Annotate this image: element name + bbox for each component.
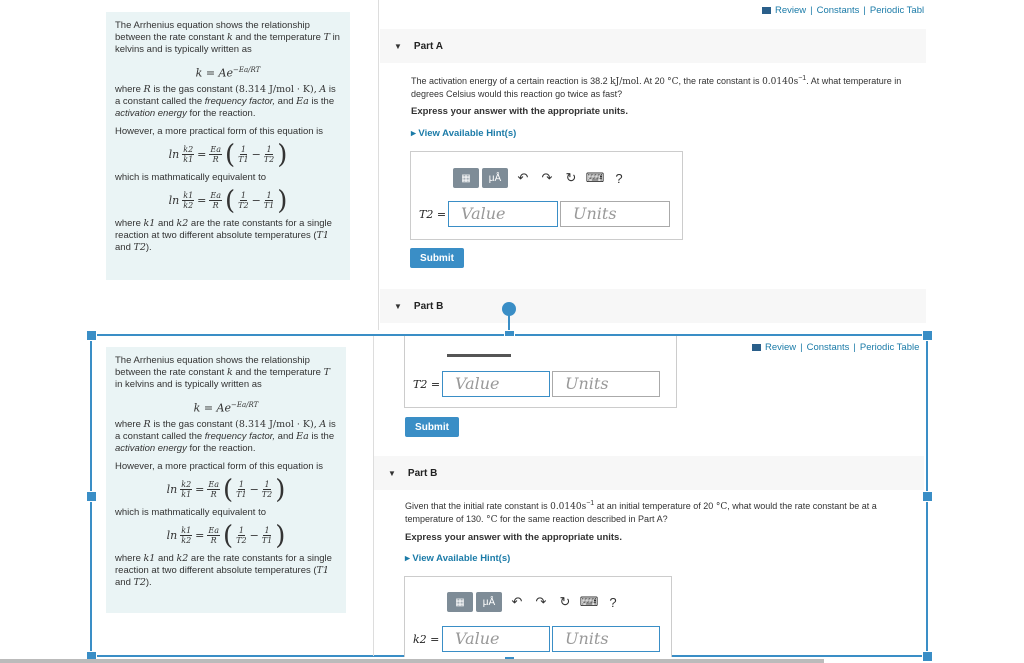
part-a-value-input-copy[interactable]: Value	[442, 371, 550, 397]
arrhenius-equation: $k = Ae^{-Ea/RT}$	[195, 66, 261, 80]
part-b-header[interactable]: ▼ Part B	[374, 456, 924, 490]
collapse-triangle-icon: ▼	[394, 41, 402, 51]
part-b-hint-link[interactable]: ▸ View Available Hint(s)	[405, 553, 511, 564]
book-icon	[762, 7, 771, 14]
review-link[interactable]: Review	[775, 5, 807, 16]
constants-link[interactable]: Constants	[806, 342, 850, 353]
part-b-toolbar	[447, 592, 625, 612]
ln-equation-2: ln $\frac{k1}{k2}$ = $\frac{Ea}{R}$ ( $\frac{1}{T2}$ − $\frac{1}{T1}$ )	[166, 520, 286, 551]
column-divider-top	[378, 0, 379, 330]
help-icon[interactable]: ?	[609, 594, 617, 610]
part-b-var-label: k2 =	[413, 633, 440, 646]
part-a-value-input[interactable]: Value	[448, 201, 558, 227]
arrhenius-equation: $k = Ae^{-Ea/RT}$	[193, 401, 259, 415]
part-a-toolbar	[453, 168, 631, 188]
review-links-top: Review | Constants | Periodic Tabl	[762, 5, 924, 16]
undo-icon[interactable]: ↶	[517, 170, 529, 185]
part-a-submit-button[interactable]: Submit	[410, 248, 464, 268]
template-button[interactable]: ▦	[453, 168, 479, 188]
resize-handle-ml[interactable]	[86, 491, 97, 502]
part-a-units-input-copy[interactable]: Units	[552, 371, 660, 397]
part-b-question: Given that the initial rate constant is $0.0140s^{-1}$ at an initial temperature of 20 °C, what would the rate constant be at a temperature of 130. °C for the same reaction described in Part A?	[405, 500, 877, 525]
units-button[interactable]: μÅ	[476, 592, 502, 612]
periodic-table-link[interactable]: Periodic Tabl	[869, 5, 925, 16]
part-a-header[interactable]: ▼ Part A	[380, 29, 926, 63]
reset-icon[interactable]: ↻	[565, 170, 577, 185]
keyboard-icon[interactable]: ⌨	[585, 170, 605, 185]
redo-icon[interactable]: ↷	[535, 594, 547, 609]
part-b-express: Express your answer with the appropriate units.	[405, 532, 622, 543]
resize-handle-br[interactable]	[922, 651, 933, 662]
part-a-units-input[interactable]: Units	[560, 201, 670, 227]
part-a-submit-button-copy[interactable]: Submit	[405, 417, 459, 437]
part-a-express: Express your answer with the appropriate units.	[411, 106, 628, 117]
ln-equation-1: ln $\frac{k2}{k1}$ = $\frac{Ea}{R}$ ( $\frac{1}{T1}$ − $\frac{1}{T2}$ )	[166, 474, 286, 505]
part-a-var-label: T2 =	[419, 208, 447, 221]
intro-panel-top: The Arrhenius equation shows the relationship between the rate constant k and the temperature T in kelvins and is typically written as $k = Ae^{-Ea/RT}$ where R is the gas constant (8.314 J/mol · K), A is a constant called the frequency factor, and Ea is the activation energy for the reaction. However, a more practical form of this equation is ln $\frac{k2}{k1}$ = $\frac{Ea}{R}$ ( $\frac{1}{T1}$ − $\frac{1}{T2}$ ) which is mathmatically equivalent to ln $\frac{k1}{k2}$ = $\frac{Ea}{R}$ ( $\frac{1}{T2}$ − $\frac{1}{T1}$ ) where k1 and k2 are the rate constants for a single reaction at two different absolute temperatures (T1 and T2).	[106, 12, 350, 280]
book-icon	[752, 344, 761, 351]
collapse-triangle-icon: ▼	[388, 468, 396, 478]
redo-icon[interactable]: ↷	[541, 170, 553, 185]
keyboard-icon[interactable]: ⌨	[579, 594, 599, 609]
ln-equation-1: ln $\frac{k2}{k1}$ = $\frac{Ea}{R}$ ( $\frac{1}{T1}$ − $\frac{1}{T2}$ )	[168, 139, 288, 170]
part-a-hint-link[interactable]: ▸ View Available Hint(s)	[411, 128, 517, 139]
part-a-question: The activation energy of a certain reaction is 38.2 kJ/mol. At 20 °C, the rate constant is $0.0140s^{-1}$. At what temperature in degrees Celsius would this reaction go twice as fast?	[411, 75, 902, 99]
review-link[interactable]: Review	[765, 342, 797, 353]
rotate-handle[interactable]	[502, 302, 516, 316]
bottom-scrollbar[interactable]	[0, 659, 824, 663]
reset-icon[interactable]: ↻	[559, 594, 571, 609]
part-a-var-label-copy: T2 =	[413, 378, 441, 391]
review-links-bottom: Review | Constants | Periodic Table	[752, 342, 919, 353]
resize-handle-tl[interactable]	[86, 330, 97, 341]
part-b-units-input[interactable]: Units	[552, 626, 660, 652]
undo-icon[interactable]: ↶	[511, 594, 523, 609]
collapse-triangle-icon: ▼	[394, 301, 402, 311]
intro-panel-bottom: The Arrhenius equation shows the relationship between the rate constant k and the temperature T in kelvins and is typically written as $k = Ae^{-Ea/RT}$ where R is the gas constant (8.314 J/mol · K), A is a constant called the frequency factor, and Ea is the activation energy for the reaction. However, a more practical form of this equation is ln $\frac{k2}{k1}$ = $\frac{Ea}{R}$ ( $\frac{1}{T1}$ − $\frac{1}{T2}$ ) which is mathmatically equivalent to ln $\frac{k1}{k2}$ = $\frac{Ea}{R}$ ( $\frac{1}{T2}$ − $\frac{1}{T1}$ ) where k1 and k2 are the rate constants for a single reaction at two different absolute temperatures (T1 and T2).	[106, 347, 346, 613]
part-b-header-top[interactable]: ▼ Part B	[380, 289, 926, 323]
help-icon[interactable]: ?	[615, 170, 623, 186]
part-b-value-input[interactable]: Value	[442, 626, 550, 652]
periodic-table-link[interactable]: Periodic Table	[859, 342, 920, 353]
toolbar-remnant	[447, 354, 511, 357]
units-button[interactable]: μÅ	[482, 168, 508, 188]
constants-link[interactable]: Constants	[816, 5, 860, 16]
ln-equation-2: ln $\frac{k1}{k2}$ = $\frac{Ea}{R}$ ( $\frac{1}{T2}$ − $\frac{1}{T1}$ )	[168, 185, 288, 216]
resize-handle-tr[interactable]	[922, 330, 933, 341]
column-divider-bottom	[373, 336, 374, 656]
template-button[interactable]: ▦	[447, 592, 473, 612]
